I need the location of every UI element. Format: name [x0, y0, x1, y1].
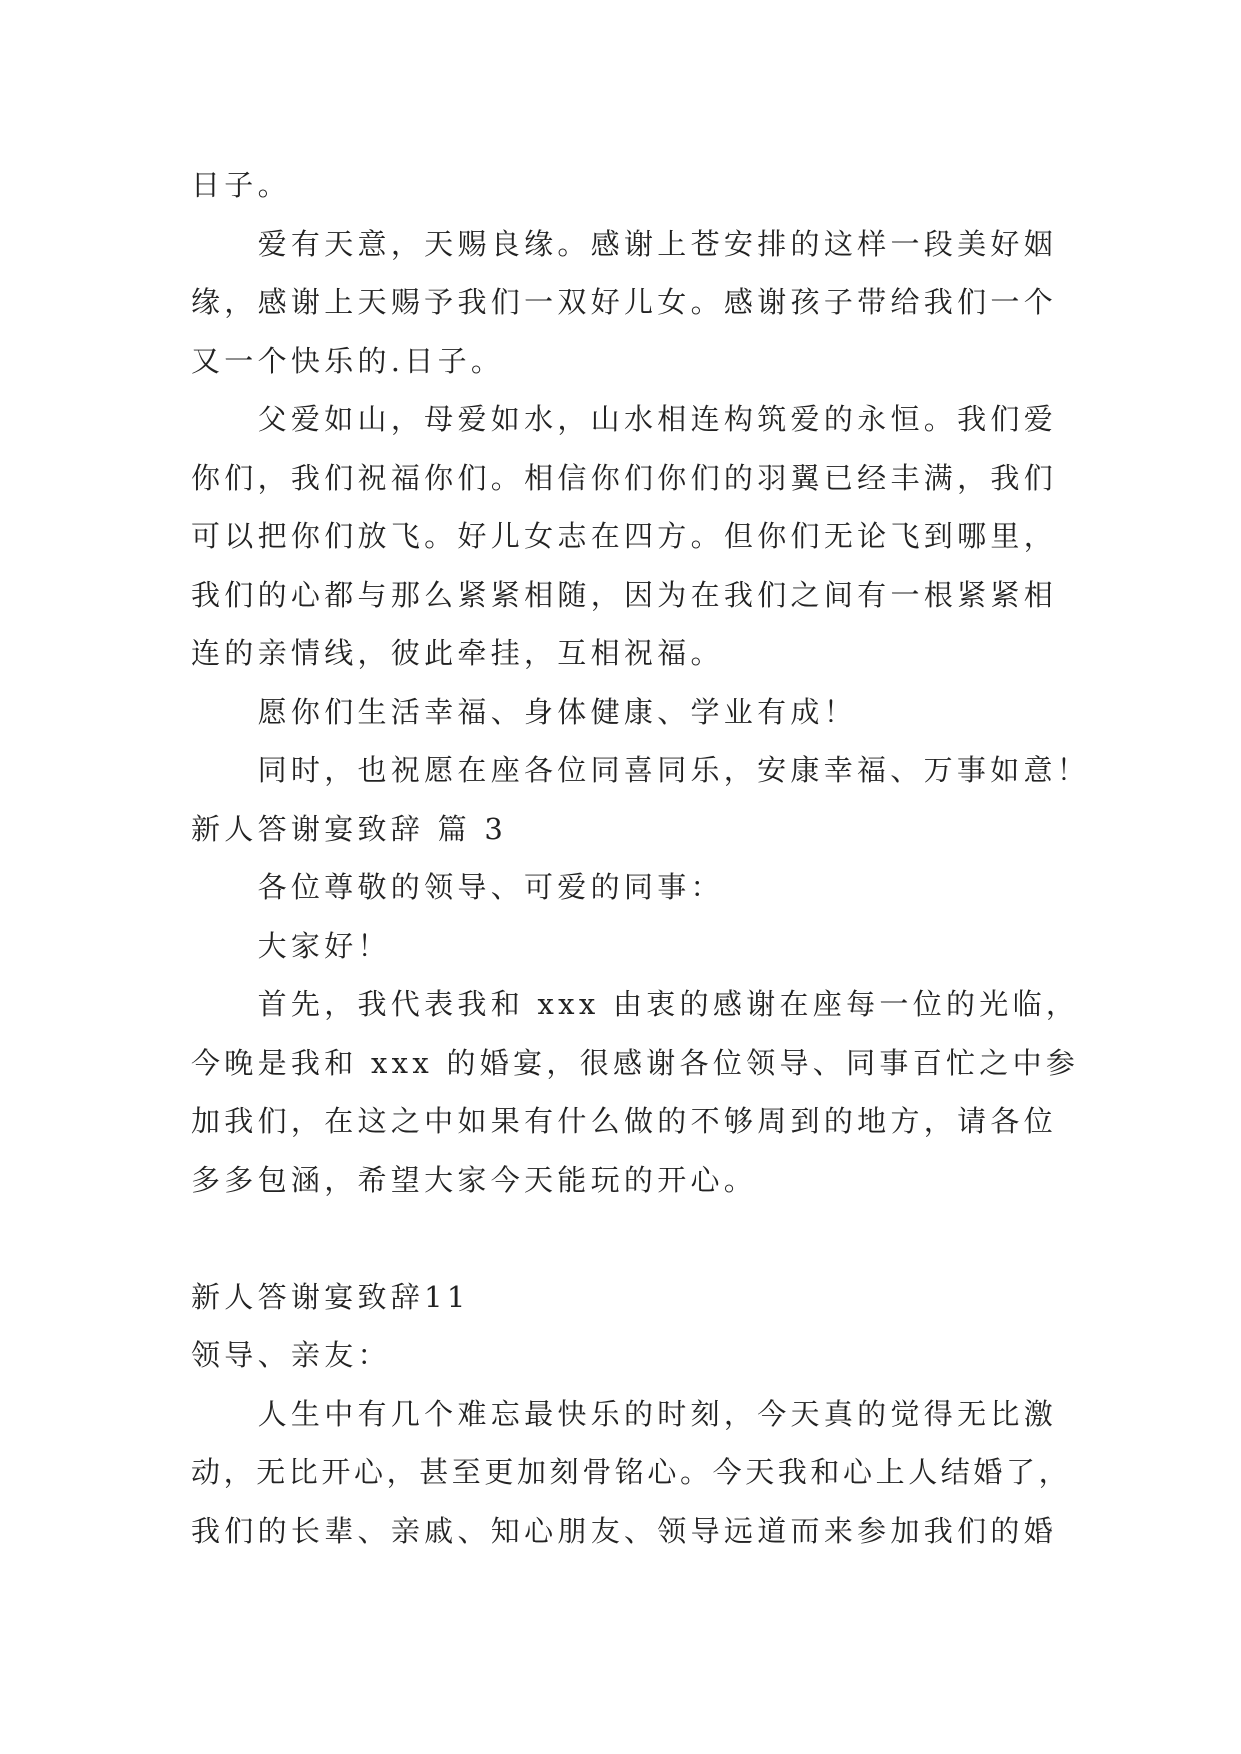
blank-line [191, 1209, 1071, 1268]
salutation-line: 领导、亲友： [191, 1338, 391, 1372]
paragraph [191, 390, 1071, 683]
paragraph-line: 爱有天意，天赐良缘。感谢上苍安排的这样一段美好姻 [257, 226, 1057, 261]
section-heading: 新人答谢宴致辞11 [191, 1279, 470, 1314]
paragraph-line: 多多包涵，希望大家今天能玩的开心。 [191, 1162, 758, 1197]
paragraph-line: 愿你们生活幸福、身体健康、学业有成！ [257, 694, 857, 729]
document-body [191, 156, 1091, 1560]
paragraph-line: 日子。 [191, 168, 291, 202]
paragraph-line: 你们，我们祝福你们。相信你们你们的羽翼已经丰满，我们 [191, 460, 1057, 495]
paragraph-line: 动，无比开心，甚至更加刻骨铭心。今天我和心上人结婚了， [191, 1455, 1072, 1489]
paragraph [191, 917, 1071, 976]
paragraph-line: 父爱如山，母爱如水，山水相连构筑爱的永恒。我们爱 [257, 402, 1057, 436]
greeting-line: 大家好！ [257, 928, 391, 963]
paragraph-line: 我们的心都与那么紧紧相随，因为在我们之间有一根紧紧相 [191, 577, 1057, 612]
paragraph-line: 首先，我代表我和 xxx 由衷的感谢在座每一位的光临， [257, 987, 1080, 1021]
paragraph [191, 858, 1071, 917]
paragraph [191, 741, 1091, 800]
paragraph [191, 215, 1071, 391]
paragraph-line: 可以把你们放飞。好儿女志在四方。但你们无论飞到哪里， [191, 519, 1057, 553]
paragraph [191, 1385, 1071, 1561]
paragraph-line: 加我们，在这之中如果有什么做的不够周到的地方，请各位 [191, 1104, 1057, 1138]
paragraph [191, 683, 1071, 742]
paragraph-line: 连的亲情线，彼此牵挂，互相祝福。 [191, 636, 724, 670]
paragraph-line: 缘，感谢上天赐予我们一双好儿女。感谢孩子带给我们一个 [191, 285, 1057, 319]
paragraph-line: 我们的长辈、亲戚、知心朋友、领导远道而来参加我们的婚 [191, 1513, 1057, 1548]
paragraph [191, 975, 1080, 1209]
paragraph-line: 人生中有几个难忘最快乐的时刻，今天真的觉得无比激 [257, 1396, 1057, 1431]
paragraph [191, 156, 1071, 215]
paragraph-line: 同时，也祝愿在座各位同喜同乐，安康幸福、万事如意！ [257, 753, 1091, 787]
section-heading: 新人答谢宴致辞 篇 3 [191, 811, 508, 846]
paragraph-line: 又一个快乐的.日子。 [191, 343, 505, 378]
paragraph-line: 今晚是我和 xxx 的婚宴，很感谢各位领导、同事百忙之中参 [191, 1045, 1080, 1080]
salutation-line: 各位尊敬的领导、可爱的同事： [257, 870, 724, 904]
